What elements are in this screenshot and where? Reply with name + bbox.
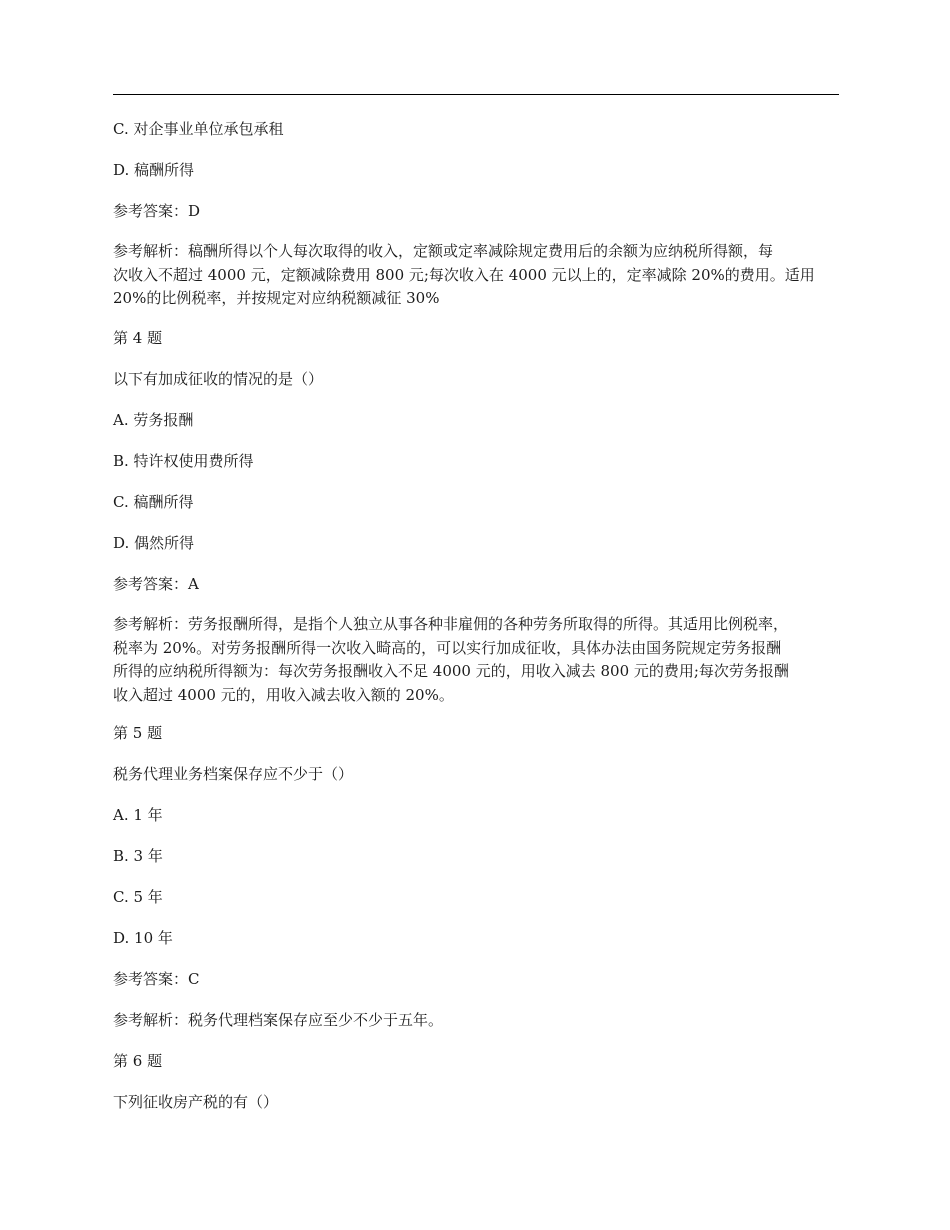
q4-answer: 参考答案：A (113, 575, 199, 593)
q5-option-a: A. 1 年 (113, 806, 163, 824)
q4-option-d: D. 偶然所得 (113, 534, 195, 552)
q4-analysis (113, 613, 839, 707)
q3-option-c: C. 对企事业单位承包承租 (113, 120, 284, 138)
q3-analysis-line: 次收入不超过 4000 元，定额减除费用 800 元;每次收入在 4000 元以上的，定率减除 20%的费用。适用 (113, 265, 815, 284)
q5-option-d: D. 10 年 (113, 929, 173, 947)
header-rule (113, 94, 839, 95)
q4-analysis-line: 税率为 20%。对劳务报酬所得一次收入畸高的，可以实行加成征收，具体办法由国务院规定劳务报酬 (113, 638, 782, 657)
q3-analysis-line: 参考解析：稿酬所得以个人每次取得的收入，定额或定率减除规定费用后的余额为应纳税所得额，每 (113, 242, 774, 260)
q5-analysis: 参考解析：税务代理档案保存应至少不少于五年。 (113, 1011, 444, 1029)
q5-option-c: C. 5 年 (113, 888, 163, 906)
q4-option-b: B. 特许权使用费所得 (113, 452, 254, 470)
q5-title: 第 5 题 (113, 724, 163, 742)
q3-analysis (113, 240, 839, 311)
q5-answer: 参考答案：C (113, 970, 200, 988)
q3-analysis-line: 20%的比例税率，并按规定对应纳税额减征 30% (113, 289, 440, 307)
q3-option-d: D. 稿酬所得 (113, 161, 195, 179)
q5-question: 税务代理业务档案保存应不少于（） (113, 765, 354, 783)
q4-analysis-line: 收入超过 4000 元的，用收入减去收入额的 20%。 (113, 685, 454, 704)
q4-question: 以下有加成征收的情况的是（） (113, 370, 324, 388)
q6-title: 第 6 题 (113, 1052, 163, 1070)
q4-analysis-line: 所得的应纳税所得额为：每次劳务报酬收入不足 4000 元的，用收入减去 800 元的费用;每次劳务报酬 (113, 662, 789, 680)
q4-analysis-line: 参考解析：劳务报酬所得，是指个人独立从事各种非雇佣的各种劳务所取得的所得。其适用比例税率， (113, 615, 789, 633)
q3-answer: 参考答案：D (113, 202, 201, 220)
q4-option-a: A. 劳务报酬 (113, 411, 194, 429)
q4-option-c: C. 稿酬所得 (113, 493, 194, 511)
q4-title: 第 4 题 (113, 329, 163, 347)
q6-question: 下列征收房产税的有（） (113, 1093, 279, 1111)
q5-option-b: B. 3 年 (113, 847, 163, 865)
